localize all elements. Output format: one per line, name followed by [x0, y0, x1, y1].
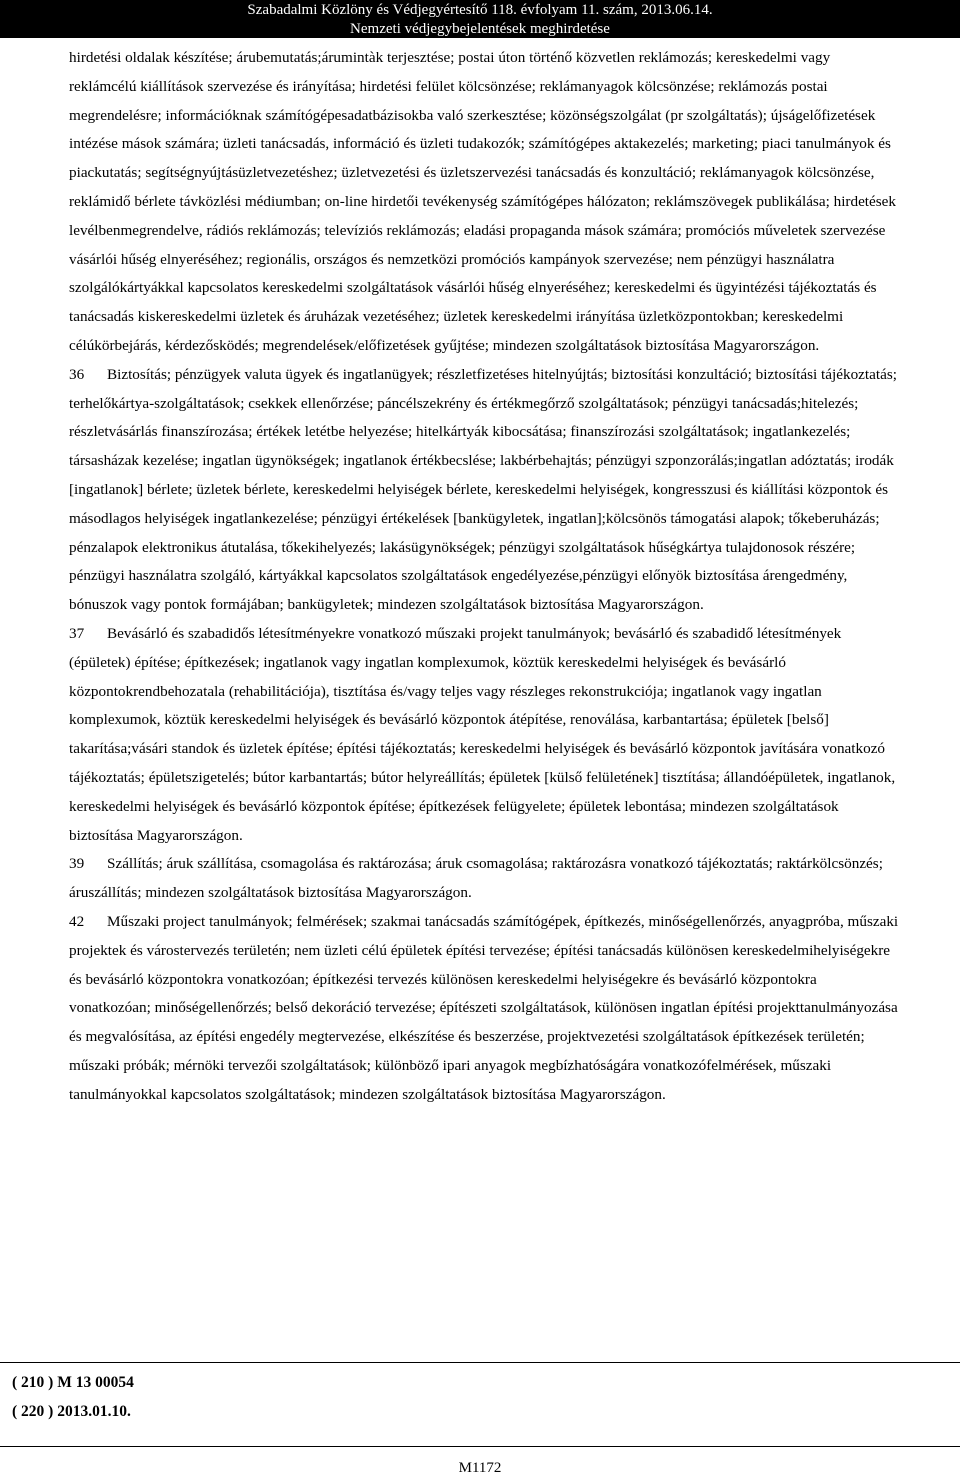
- class-text: Biztosítás; pénzügyek valuta ügyek és ingatlanügyek; részletfizetéses hitelnyújtás; biztosítási konzultáció; biztosítási tájékoztatás; terhelőkártya-szolgáltatások; csekkek ellenőrzése; páncélszekrény és értékmegőrző szolgáltatások; pénzügyi tanácsadás;hitelezés; részletvásárlás finanszírozása; értékek letétbe helyezése; hitelkártyák kibocsátása; finanszírozási szolgáltatások; ingatlankezelés; társasházak kezelése; ingatlan ügynökségek; ingatlanok értékbecslése; lakbérbehajtás; pénzügyi szponzorálás;ingatlan adóztatás; irodák [ingatlanok] bérlete; üzletek bérlete, kereskedelmi helyiségek bérlete, kereskedelmi helyiségek, kongresszusi és kiállítási központok és másodlagos helyiségek ingatlankezelése; pénzügyi értékelések [bankügyletek, ingatlan];kölcsönös támogatási alapok; tőkeberuházás; pénzalapok elektronikus átutalása, tőkekihelyezés; lakásügynökségek; pénzügyi szolgáltatások hűségkártya tulajdonosok részére; pénzügyi használatra szolgáló, kártyákkal kapcsolatos szolgáltatások engedélyezése,pénzügyi előnyök biztosítása árengedmény, bónuszok vagy pontok formájában; bankügyletek; mindezen szolgáltatások biztosítása Magyarországon.: [69, 365, 897, 614]
- class-paragraph-37: [69, 620, 899, 850]
- class-paragraph-36: [69, 361, 899, 620]
- section-title: Nemzeti védjegybejelentések meghirdetése: [350, 21, 610, 37]
- class-number: 42: [69, 912, 85, 930]
- class-paragraph-39: [69, 850, 899, 908]
- class-number: 39: [69, 855, 85, 873]
- continuation-paragraph: hirdetési oldalak készítése; árubemutatás;árumintàk terjesztése; postai úton történő közvetlen reklámozás; kereskedelmi vagy reklámcélú kiállítások szervezése és irányítása; hirdetési felület kölcsönzése; reklámanyagok kölcsönzése; reklámozás postai megrendelésre; információknak számítógépesadatbázisokba való szerkesztése; közönségszolgálat (pr szolgáltatás); újságelőfizetések intézése mások számára; üzleti tanácsadás, információ és üzleti tudakozók; számítógépes aktakezelés; marketing; piaci tanulmányok és piackutatás; segítségnyújtásüzletvezetéshez; üzletvezetési és üzletszervezési tanácsadás és konzultáció; reklámanyagok kölcsönzése, reklámidő bérlete távközlési médiumban; on-line hirdetői tevékenység számítógépes hálózaton; reklámszövegek publikálása; hirdetések levélbenmegrendelve, rádiós reklámozás; televíziós reklámozás; eladási propaganda mások számára; promóciós műveletek szervezése vásárlói hűség elnyeréséhez; regionális, országos és nemzetközi promóciós kampányok szervezése; nem pénzügyi használatra szolgálókártyákkal kapcsolatos kereskedelmi szolgáltatások vásárlói hűség elnyeréséhez; kereskedelmi és ügyintézési tájékoztatás és tanácsadás kiskereskedelmi üzletek és áruházak vezetéséhez; üzletek kereskedelmi irányítása üzletközpontokban; kereskedelmi célúkörbejárás, kérdezősködés; megrendelések/előfizetések gyűjtése; mindezen szolgáltatások biztosítása Magyarországon.: [69, 49, 897, 354]
- filing-date: ( 220 ) 2013.01.10.: [12, 1403, 131, 1420]
- class-text: Bevásárló és szabadidős létesítményekre vonatkozó műszaki projekt tanulmányok; bevásárló és szabadidő létesítmények (épületek) építése; építkezések; ingatlanok vagy ingatlan komplexumok, köztük kereskedelmi helyiségek és bevásárló központokrendbehozatala (rehabilitációja), tisztítása és/vagy teljes vagy részleges rekonstrukciója; ingatlanok vagy ingatlan komplexumok, köztük kereskedelmi helyiségek és bevásárló központok átépítése, renoválása, karbantartása; épületek [belső] takarítása;vásári standok és üzletek építése; építési tájékoztatás; kereskedelmi helyiségek és bevásárló központok javítására vonatkozó tájékoztatás; épületszigetelés; bútor karbantartás; bútor helyreállítás; épületek [külső felületének] tisztítása; állandóépületek, ingatlanok, kereskedelmi helyiségek és bevásárló központok építése; építkezések felügyelete; épületek lebontása; mindezen szolgáltatások biztosítása Magyarországon.: [69, 624, 896, 844]
- trademark-goods-services-text: [69, 44, 899, 1109]
- footer-rule: [0, 1446, 960, 1447]
- class-number: 36: [69, 365, 85, 383]
- class-paragraph-42: [69, 908, 899, 1110]
- entry-divider: [0, 1362, 960, 1363]
- application-number: ( 210 ) M 13 00054: [12, 1374, 134, 1391]
- gazette-header: [0, 0, 960, 38]
- page-number: M1172: [458, 1460, 502, 1476]
- class-text: Műszaki project tanulmányok; felmérések; szakmai tanácsadás számítógépek, építkezés, minőségellenőrzés, anyagpróba, műszaki projektek és várostervezés területén; nem üzleti célú épületek építési tervezése; építési tanácsadás különösen kereskedelmihelyiségekre és bevásárló központokra vonatkozóan; építkezési tervezés különösen kereskedelmi helyiségekre és bevásárló központokra vonatkozóan; minőségellenőrzés; belső dekoráció tervezése; építészeti szolgáltatások, különösen ingatlan építési projekttanulmányozása és megvalósítása, az építési engedély megtervezése, elkészítése és beszerzése, projektvezetési szolgáltatások építkezések területén; műszaki próbák; mérnöki tervezői szolgáltatások; különböző ipari anyagok megbízhatóságára vonatkozófelmérések, műszaki tanulmányokkal kapcsolatos szolgáltatások; mindezen szolgáltatások biztosítása Magyarországon.: [69, 912, 899, 1103]
- class-text: Szállítás; áruk szállítása, csomagolása és raktározása; áruk csomagolása; raktározásra vonatkozó tájékoztatás; raktárkölcsönzés; áruszállítás; mindezen szolgáltatások biztosítása Magyarországon.: [69, 855, 883, 902]
- class-number: 37: [69, 624, 85, 642]
- gazette-title: Szabadalmi Közlöny és Védjegyértesítő 118. évfolyam 11. szám, 2013.06.14.: [247, 2, 713, 18]
